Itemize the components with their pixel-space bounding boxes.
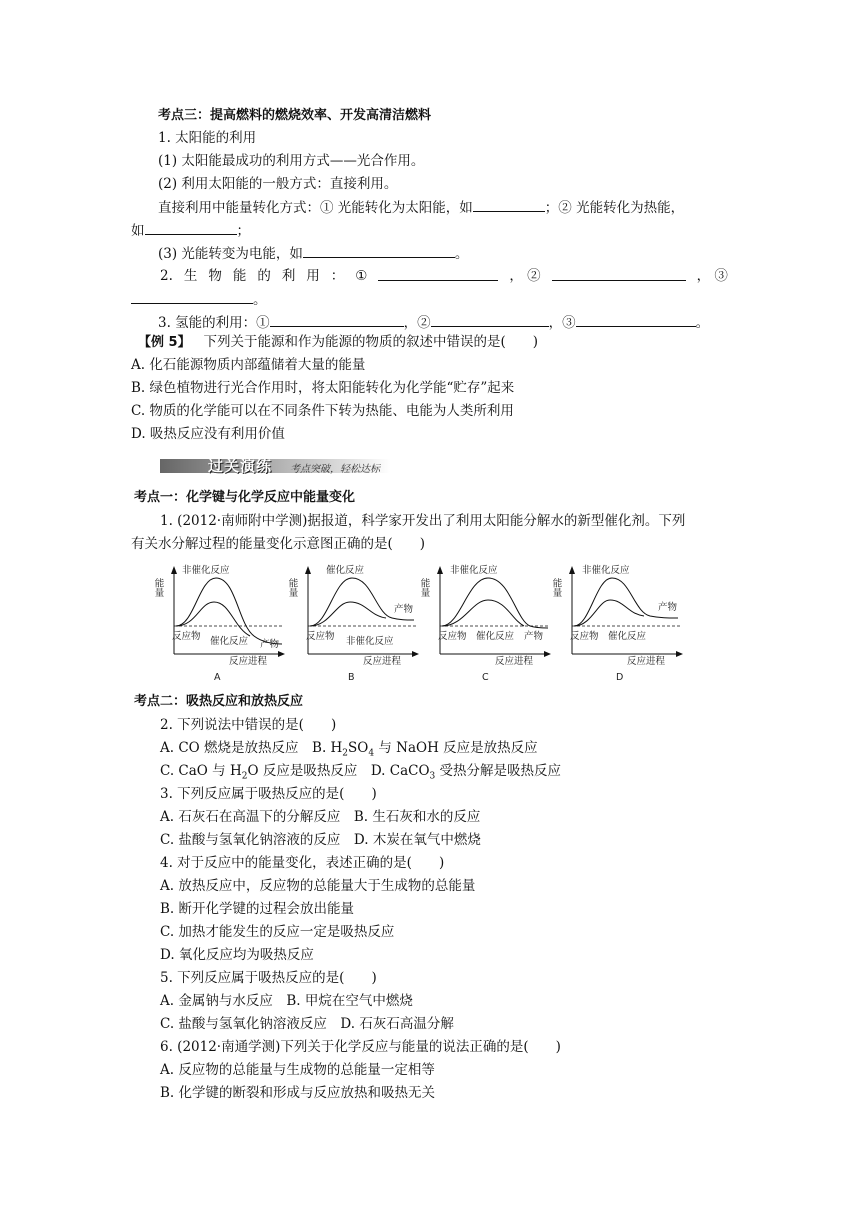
text-fragment: O 反应是吸热反应 D. CaCO — [247, 763, 430, 779]
fill-blank — [270, 312, 404, 327]
energy-diagram-c — [420, 564, 554, 686]
question-text: 4. 对于反应中的能量变化，表述正确的是( ) — [160, 855, 445, 871]
text-fragment: ； — [236, 223, 250, 239]
fill-blank — [145, 220, 237, 235]
text-fragment: 受热分解是吸热反应 — [435, 763, 562, 779]
text-line: (2) 利用太阳能的一般方式：直接利用。 — [158, 176, 398, 192]
text-fragment: ，③ — [548, 315, 576, 331]
option-line: C. 盐酸与氢氧化钠溶液反应 D. 石灰石高温分解 — [160, 1016, 454, 1032]
option-line: C. 盐酸与氢氧化钠溶液的反应 D. 木炭在氧气中燃烧 — [160, 832, 481, 848]
label-product: 产物 — [658, 602, 678, 613]
char: 物 — [208, 268, 222, 284]
char: 生 — [183, 268, 198, 284]
option: D. 吸热反应没有利用价值 — [131, 426, 285, 442]
char: ， ③ — [696, 268, 728, 284]
text-line: 1. 太阳能的利用 — [158, 130, 257, 146]
text-fragment: (3) 光能转变为电能，如 — [158, 246, 303, 262]
text-fragment: 。 — [454, 246, 469, 262]
subscript: 2 — [241, 771, 248, 782]
label-product: 产物 — [524, 631, 544, 642]
question-text: 6. (2012·南通学测)下列关于化学反应与能量的说法正确的是( ) — [160, 1039, 561, 1055]
fill-blank — [473, 197, 545, 212]
option-line — [160, 738, 538, 764]
char: 能 — [232, 268, 247, 284]
option-line: A. 石灰石在高温下的分解反应 B. 生石灰和水的反应 — [160, 809, 481, 825]
example-text: 下列关于能源和作为能源的物质的叙述中错误的是( ) — [203, 334, 538, 350]
text-fragment: 如 — [131, 223, 145, 239]
fill-blank — [552, 266, 686, 281]
question-text: 有关水分解过程的能量变化示意图正确的是( ) — [131, 536, 426, 552]
diagram-letter: D — [616, 672, 624, 683]
label-mid: 催化反应 — [608, 631, 647, 642]
section-heading-1: 考点一：化学键与化学反应中能量变化 — [134, 490, 356, 505]
example-tag: 【例 5】 — [138, 335, 191, 350]
label-top: 非催化反应 — [582, 565, 630, 576]
char: ： — [330, 268, 345, 284]
energy-diagram-b — [288, 564, 422, 686]
text-fragment: C. CaO 与 H — [160, 763, 242, 779]
option-line: A. 反应物的总能量与生成物的总能量一定相等 — [160, 1062, 435, 1078]
text-line — [158, 312, 709, 333]
text-fragment: 3. 氢能的利用：① — [158, 315, 270, 331]
question-text: 2. 下列说法中错误的是( ) — [160, 717, 337, 733]
label-mid: 非催化反应 — [346, 636, 394, 647]
text-fragment: ；② 光能转化为热能， — [544, 200, 685, 216]
section-heading-2: 考点二：吸热反应和放热反应 — [134, 694, 304, 709]
label-mid: 催化反应 — [476, 631, 515, 642]
text-fragment: 。 — [253, 292, 267, 308]
option: B. 绿色植物进行光合作用时，将太阳能转化为化学能“贮存”起来 — [131, 380, 515, 396]
label-top: 非催化反应 — [182, 565, 230, 576]
axis-label-x: 反应进程 — [229, 656, 268, 667]
practice-banner — [160, 455, 390, 477]
axis-label-y: 能量 — [418, 578, 430, 597]
char: 用 — [306, 268, 320, 284]
text-line — [158, 197, 684, 218]
option-line — [160, 761, 561, 787]
char: 的 — [257, 268, 271, 284]
diagram-letter: A — [214, 672, 221, 683]
axis-label-y: 能量 — [286, 578, 298, 597]
axis-label-x: 反应进程 — [627, 656, 666, 667]
label-reactant: 反应物 — [172, 631, 201, 642]
text-fragment: 。 — [695, 315, 710, 331]
text-fragment: SO — [348, 740, 369, 756]
text-fragment: A. CO 燃烧是放热反应 B. H — [160, 740, 343, 756]
text-fragment: 直接利用中能量转化方式：① 光能转化为太阳能，如 — [158, 200, 473, 216]
label-product: 产物 — [260, 639, 280, 650]
fill-blank — [131, 289, 253, 304]
fill-blank — [378, 266, 498, 281]
example-question — [138, 332, 538, 353]
text-line — [158, 243, 468, 264]
energy-diagram-a — [154, 564, 288, 686]
axis-label-x: 反应进程 — [363, 656, 402, 667]
char: 2. — [160, 268, 173, 284]
axis-label-y: 能量 — [152, 578, 164, 597]
text-line-spread — [160, 266, 728, 286]
label-top: 催化反应 — [326, 565, 365, 576]
axis-label-y: 能量 — [550, 578, 562, 597]
question-text: 1. (2012·南师附中学测)据报道，科学家开发出了利用太阳能分解水的新型催化剂。下列 — [160, 513, 686, 529]
diagram-letter: C — [482, 672, 489, 683]
fill-blank — [431, 312, 549, 327]
label-reactant: 反应物 — [438, 631, 467, 642]
label-top: 非催化反应 — [450, 565, 498, 576]
option: A. 化石能源物质内部蕴储着大量的能量 — [131, 357, 366, 373]
char: ， ② — [509, 268, 541, 284]
option-line: C. 加热才能发生的反应一定是吸热反应 — [160, 924, 395, 940]
question-text: 3. 下列反应属于吸热反应的是( ) — [160, 786, 377, 802]
label-reactant: 反应物 — [306, 631, 335, 642]
option-line: A. 放热反应中，反应物的总能量大于生成物的总能量 — [160, 878, 476, 894]
text-fragment: ，② — [403, 315, 431, 331]
option: C. 物质的化学能可以在不同条件下转为热能、电能为人类所利用 — [131, 403, 514, 419]
option-line: A. 金属钠与水反应 B. 甲烷在空气中燃烧 — [160, 993, 413, 1009]
subscript: 3 — [429, 771, 436, 782]
question-text: 5. 下列反应属于吸热反应的是( ) — [160, 970, 377, 986]
text-line: (1) 太阳能最成功的利用方式——光合作用。 — [158, 153, 425, 169]
char: ① — [355, 268, 368, 284]
axis-label-x: 反应进程 — [495, 656, 534, 667]
text-line — [131, 220, 250, 241]
diagram-letter: B — [348, 672, 355, 683]
text-fragment: 与 NaOH 反应是放热反应 — [374, 740, 538, 756]
energy-diagram-d — [552, 564, 686, 686]
fill-blank — [303, 243, 455, 258]
option-line: B. 化学键的断裂和形成与反应放热和吸热无关 — [160, 1085, 436, 1101]
banner-title: 过关演练 — [208, 457, 273, 475]
banner-subtitle: 考点突破，轻松达标 — [290, 464, 380, 475]
label-product: 产物 — [394, 604, 414, 615]
subscript: 4 — [368, 748, 375, 759]
text-line — [131, 289, 267, 310]
section-heading-3: 考点三：提高燃料的燃烧效率、开发高清洁燃料 — [158, 108, 432, 123]
fill-blank — [576, 312, 696, 327]
label-mid: 催化反应 — [210, 636, 249, 647]
label-reactant: 反应物 — [570, 631, 599, 642]
char: 利 — [281, 268, 296, 284]
option-line: D. 氧化反应均为吸热反应 — [160, 947, 314, 963]
option-line: B. 断开化学键的过程会放出能量 — [160, 901, 355, 917]
subscript: 2 — [342, 748, 349, 759]
